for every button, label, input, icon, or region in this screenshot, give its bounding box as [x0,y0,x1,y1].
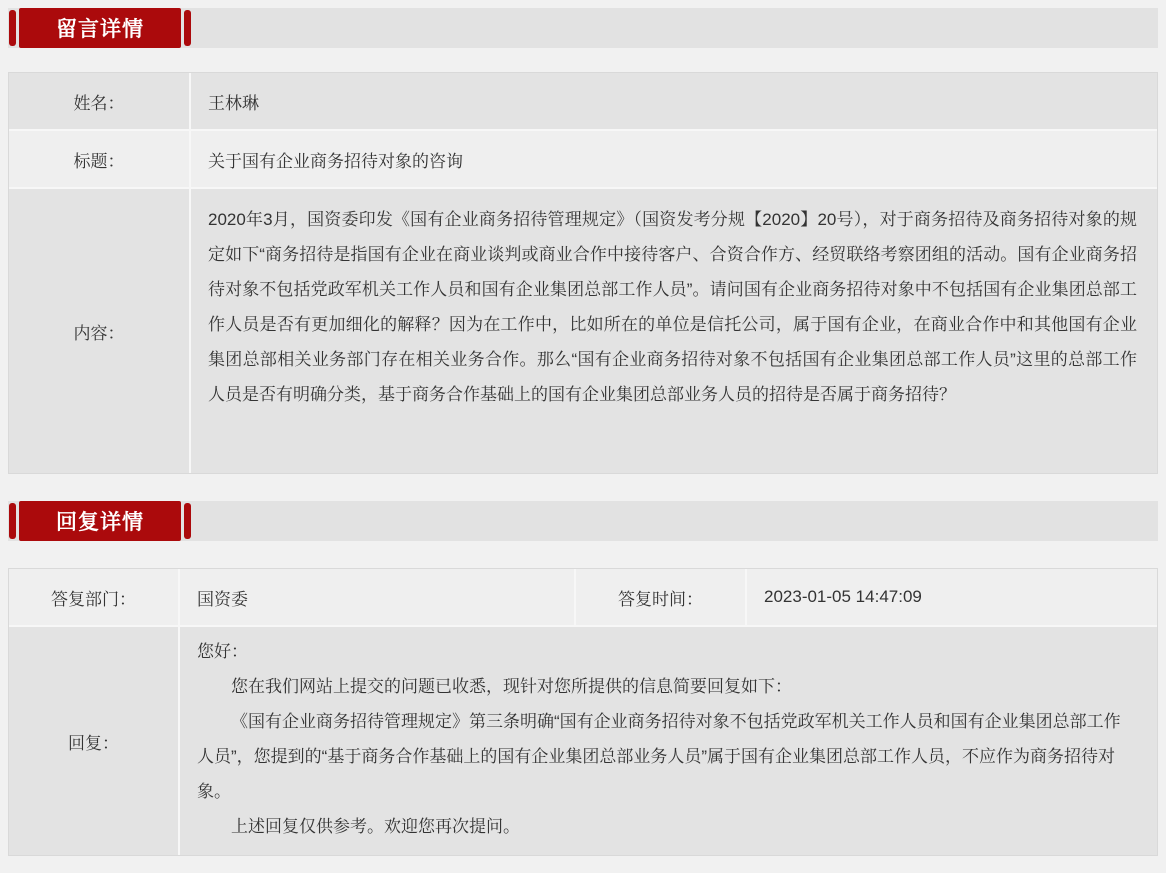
table-row-title [9,129,1157,187]
reply-label: 回复： [68,733,119,753]
spacer [8,474,1158,501]
spacer [8,48,1158,72]
reply-dept-label: 答复部门： [51,589,136,609]
reply-paragraph: 您在我们网站上提交的问题已收悉，现针对您所提供的信息简要回复如下： [231,677,792,696]
message-section-title-block [19,8,181,48]
reply-paragraph: 《国有企业商务招待管理规定》第三条明确“国有企业商务招待对象不包括党政军机关工作人员和国有企业集团总部工作人员”，您提到的“基于商务合作基础上的国有企业集团总部业务人员”属于国有企业集团总部工作人员，不应作为商务招待对象。 [197,712,1121,801]
title-value: 关于国有企业商务招待对象的咨询 [189,131,1157,187]
message-section-title: 留言详情 [56,18,144,41]
reply-time-value: 2023-01-05 14:47:09 [745,569,1157,625]
name-value: 王林琳 [189,73,1157,129]
reply-dept-value: 国资委 [178,569,574,625]
reply-paragraph: 上述回复仅供参考。欢迎您再次提问。 [231,817,520,836]
title-label: 标题： [73,151,125,171]
table-row-reply-body [9,625,1157,855]
reply-section-header [8,501,1158,541]
table-row-name [9,73,1157,129]
reply-time-label: 答复时间： [574,569,745,625]
content-value [189,189,1157,473]
spacer [8,541,1158,568]
reply-paragraph: 您好： [197,642,248,661]
reply-section-title-block [19,501,181,541]
reply-section-title: 回复详情 [56,511,144,534]
reply-table [8,568,1158,856]
table-row-reply-meta [9,569,1157,625]
ribbon-left-bar-icon [9,503,16,539]
message-table [8,72,1158,474]
name-label: 姓名： [73,93,125,113]
ribbon-right-bar-icon [184,503,191,539]
ribbon-left-bar-icon [9,10,16,46]
ribbon-right-bar-icon [184,10,191,46]
reply-body [178,627,1157,855]
message-section-header [8,8,1158,48]
table-row-content [9,187,1157,473]
content-label: 内容： [73,323,125,343]
message-content-text: 2020年3月，国资委印发《国有企业商务招待管理规定》（国资发考分规【2020】20号），对于商务招待及商务招待对象的规定如下“商务招待是指国有企业在商业谈判或商业合作中接待客户、合资合作方、经贸联络考察团组的活动。国有企业商务招待对象不包括党政军机关工作人员和国有企业集团总部工作人员”。请问国有企业商务招待对象中不包括国有企业集团总部工作人员是否有更加细化的解释？因为在工作中，比如所在的单位是信托公司，属于国有企业，在商业合作中和其他国有企业集团总部相关业务部门存在相关业务合作。那么“国有企业商务招待对象不包括国有企业集团总部工作人员”这里的总部工作人员是否有明确分类，基于商务合作基础上的国有企业集团总部业务人员的招待是否属于商务招待？ [208,210,1137,404]
